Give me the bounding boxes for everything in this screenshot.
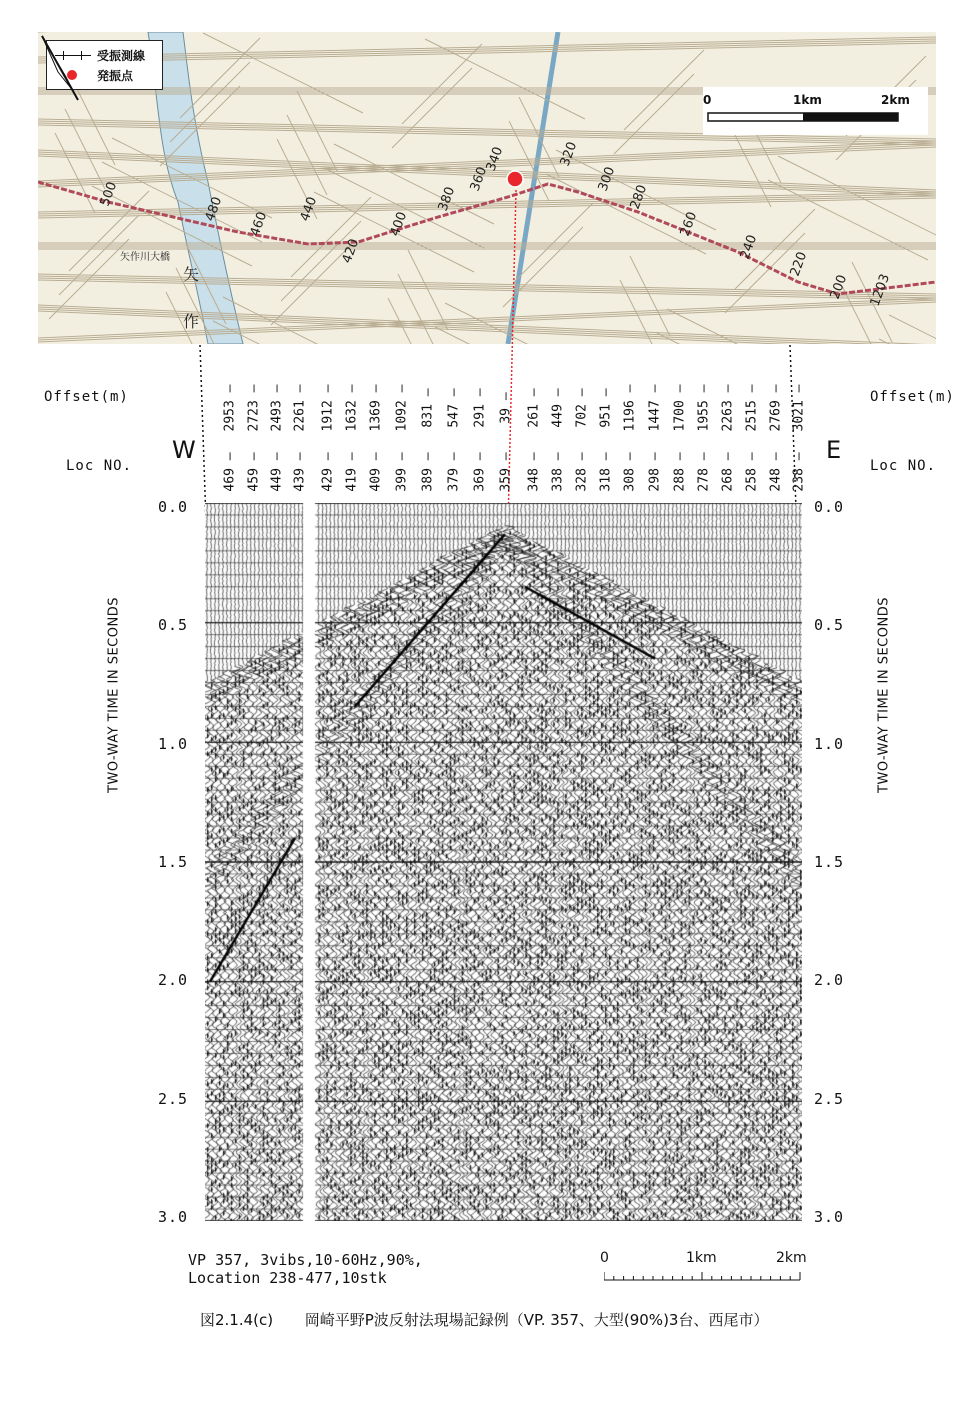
- offset-value-text: 291 —: [472, 388, 488, 428]
- loc-number: [742, 446, 762, 498]
- offset-value: [444, 372, 464, 444]
- loc-number: [694, 446, 714, 498]
- offset-value-text: 2723 —: [246, 384, 262, 432]
- offset-value-text: 39 —: [498, 392, 514, 424]
- map-line-number: 240: [737, 232, 761, 262]
- offset-value: [290, 372, 310, 444]
- loc-number-text: 379 —: [446, 452, 462, 492]
- loc-number-text: 399 —: [394, 452, 410, 492]
- record-scale-mid: 1km: [686, 1250, 717, 1266]
- loc-number: [645, 446, 665, 498]
- map-line-number: 260: [677, 209, 701, 239]
- map-scale-end: 2km: [881, 93, 910, 107]
- y-tick-left: 0.0: [158, 498, 189, 516]
- y-tick-right: 2.0: [814, 971, 845, 990]
- y-axis-label-left-text: TWO-WAY TIME IN SECONDS: [106, 597, 122, 793]
- map-line-number: 420: [339, 236, 363, 266]
- offset-value-text: 1632 —: [344, 384, 360, 432]
- offset-value: [418, 372, 438, 444]
- legend-receiver-label: 受振測線: [97, 48, 146, 63]
- offset-value: [470, 372, 490, 444]
- loc-number-text: 369 —: [472, 452, 488, 492]
- loc-number-text: 318 —: [598, 452, 614, 492]
- east-label: E: [826, 436, 842, 464]
- map-line-number: 200: [827, 272, 851, 302]
- y-tick-right: 0.0: [814, 498, 845, 516]
- loc-number-text: 409 —: [368, 452, 384, 492]
- figure-title: 岡崎平野P波反射法現場記録例（VP. 357、大型(90%)3台、西尾市）: [304, 1311, 769, 1329]
- figure-caption: [200, 1309, 768, 1330]
- acquisition-note-line2: Location 238-477,10stk: [188, 1269, 387, 1287]
- offset-value-text: 449 —: [550, 388, 566, 428]
- y-tick-left: 2.0: [158, 971, 189, 990]
- loc-number-text: 459 —: [246, 452, 262, 492]
- offset-value: [244, 372, 264, 444]
- offset-value: [267, 372, 287, 444]
- loc-number-text: 238 —: [791, 452, 807, 492]
- offset-value-text: 2953 —: [222, 384, 238, 432]
- loc-number: [718, 446, 738, 498]
- loc-number-text: 419 —: [344, 452, 360, 492]
- offset-value-text: 3021 —: [791, 384, 807, 432]
- offset-value: [742, 372, 762, 444]
- loc-number: [342, 446, 362, 498]
- offset-value-text: 1196 —: [622, 384, 638, 432]
- offset-value-text: 2493 —: [269, 384, 285, 432]
- record-scale-end: 2km: [776, 1250, 807, 1266]
- loc-number: [789, 446, 809, 498]
- loc-label-right: Loc NO.: [870, 458, 937, 474]
- svg-text:矢: 矢: [183, 265, 200, 284]
- loc-number-text: 439 —: [292, 452, 308, 492]
- svg-text:作: 作: [183, 312, 200, 331]
- offset-value-text: 951 —: [598, 388, 614, 428]
- y-tick-left: 1.5: [158, 853, 189, 871]
- offset-value-text: 2261 —: [292, 384, 308, 432]
- offset-value: [694, 372, 714, 444]
- loc-number: [496, 446, 516, 498]
- y-axis-label-right: [874, 565, 894, 825]
- y-axis-label-left: [104, 565, 124, 825]
- loc-number-text: 298 —: [647, 452, 663, 492]
- loc-number: [548, 446, 568, 498]
- offset-value: [670, 372, 690, 444]
- offset-value-text: 2515 —: [744, 384, 760, 432]
- loc-number: [290, 446, 310, 498]
- y-tick-left: 3.0: [158, 1208, 189, 1226]
- y-tick-right: 1.0: [814, 734, 845, 753]
- map-line-number: 440: [297, 194, 321, 224]
- offset-value-text: 1955 —: [696, 384, 712, 432]
- offset-value-text: 1092 —: [394, 384, 410, 432]
- loc-number-text: 328 —: [574, 452, 590, 492]
- loc-number: [524, 446, 544, 498]
- loc-number: [572, 446, 592, 498]
- y-tick-right: 2.5: [814, 1089, 845, 1108]
- y-tick-left: 2.5: [158, 1089, 189, 1108]
- svg-text:矢作川大橋: 矢作川大橋: [120, 252, 170, 263]
- map-line-number: 380: [435, 184, 459, 214]
- offset-value: [596, 372, 616, 444]
- map-line-number: 340: [483, 144, 507, 174]
- loc-number: [766, 446, 786, 498]
- offset-value: [342, 372, 362, 444]
- loc-label-left: Loc NO.: [66, 458, 133, 474]
- y-tick-right: 3.0: [814, 1208, 845, 1226]
- figure-number: 図2.1.4(c): [200, 1311, 274, 1329]
- offset-value: [548, 372, 568, 444]
- offset-value: [766, 372, 786, 444]
- offset-value-text: 547 —: [446, 388, 462, 428]
- loc-number: [244, 446, 264, 498]
- acquisition-note: [188, 1251, 423, 1287]
- offset-value-text: 831 —: [420, 388, 436, 428]
- offset-value: [318, 372, 338, 444]
- offset-value-text: 2769 —: [768, 384, 784, 432]
- loc-number: [470, 446, 490, 498]
- map-scale-mid: 1km: [793, 93, 822, 107]
- acquisition-note-line1: VP 357, 3vibs,10-60Hz,90%,: [188, 1251, 423, 1269]
- y-tick-left: 1.0: [158, 734, 189, 753]
- offset-value: [645, 372, 665, 444]
- map-line-number: 400: [387, 209, 411, 239]
- loc-number-text: 338 —: [550, 452, 566, 492]
- offset-value-text: 1912 —: [320, 384, 336, 432]
- map-line-number: 300: [595, 164, 619, 194]
- y-tick-right: 1.5: [814, 853, 845, 871]
- offset-value-text: 2263 —: [720, 384, 736, 432]
- map-line-number: 460: [247, 209, 271, 239]
- map-line-number: 320: [557, 139, 581, 169]
- loc-number: [596, 446, 616, 498]
- offset-label-right: Offset(m): [870, 389, 955, 405]
- offset-value-text: 1369 —: [368, 384, 384, 432]
- seismic-traces: [205, 503, 802, 1221]
- loc-number: [366, 446, 386, 498]
- loc-number: [318, 446, 338, 498]
- offset-label-left: Offset(m): [44, 389, 129, 405]
- loc-number: [444, 446, 464, 498]
- y-tick-left: 0.5: [158, 616, 189, 635]
- offset-value: [220, 372, 240, 444]
- loc-number-text: 278 —: [696, 452, 712, 492]
- loc-number: [418, 446, 438, 498]
- loc-number: [392, 446, 412, 498]
- offset-value-text: 261 —: [526, 388, 542, 428]
- offset-value: [366, 372, 386, 444]
- loc-number: [267, 446, 287, 498]
- record-scale-bar: [600, 1250, 810, 1290]
- offset-value-text: 702 —: [574, 388, 590, 428]
- loc-number-text: 449 —: [269, 452, 285, 492]
- loc-number: [620, 446, 640, 498]
- offset-value: [718, 372, 738, 444]
- map-line-number: 360: [467, 164, 491, 194]
- loc-number-text: 258 —: [744, 452, 760, 492]
- offset-value: [572, 372, 592, 444]
- legend-source-label: 発振点: [97, 68, 134, 83]
- offset-value-text: 1700 —: [672, 384, 688, 432]
- loc-number-text: 248 —: [768, 452, 784, 492]
- offset-value: [620, 372, 640, 444]
- loc-number-text: 359 —: [498, 452, 514, 492]
- loc-number-text: 389 —: [420, 452, 436, 492]
- y-axis-label-right-text: TWO-WAY TIME IN SECONDS: [876, 597, 892, 793]
- offset-value: [524, 372, 544, 444]
- loc-number-text: 469 —: [222, 452, 238, 492]
- map-scale-start: 0: [703, 93, 712, 107]
- loc-number-text: 288 —: [672, 452, 688, 492]
- map-line-number: 1203: [867, 272, 894, 309]
- map-line-number: 500: [97, 179, 121, 209]
- seismic-record-plot: [205, 503, 802, 1221]
- map-line-number: 220: [787, 249, 811, 279]
- record-scale-start: 0: [600, 1250, 609, 1266]
- loc-number: [670, 446, 690, 498]
- offset-value: [392, 372, 412, 444]
- offset-value-text: 1447 —: [647, 384, 663, 432]
- loc-number-text: 308 —: [622, 452, 638, 492]
- offset-value: [496, 372, 516, 444]
- record-scale-graphic: [604, 1272, 804, 1286]
- map-line-number: 480: [202, 194, 226, 224]
- loc-number: [220, 446, 240, 498]
- west-label: W: [172, 436, 196, 464]
- loc-number-text: 429 —: [320, 452, 336, 492]
- offset-value: [789, 372, 809, 444]
- map-line-number: 280: [627, 182, 651, 212]
- loc-number-text: 348 —: [526, 452, 542, 492]
- loc-number-text: 268 —: [720, 452, 736, 492]
- y-tick-right: 0.5: [814, 616, 845, 635]
